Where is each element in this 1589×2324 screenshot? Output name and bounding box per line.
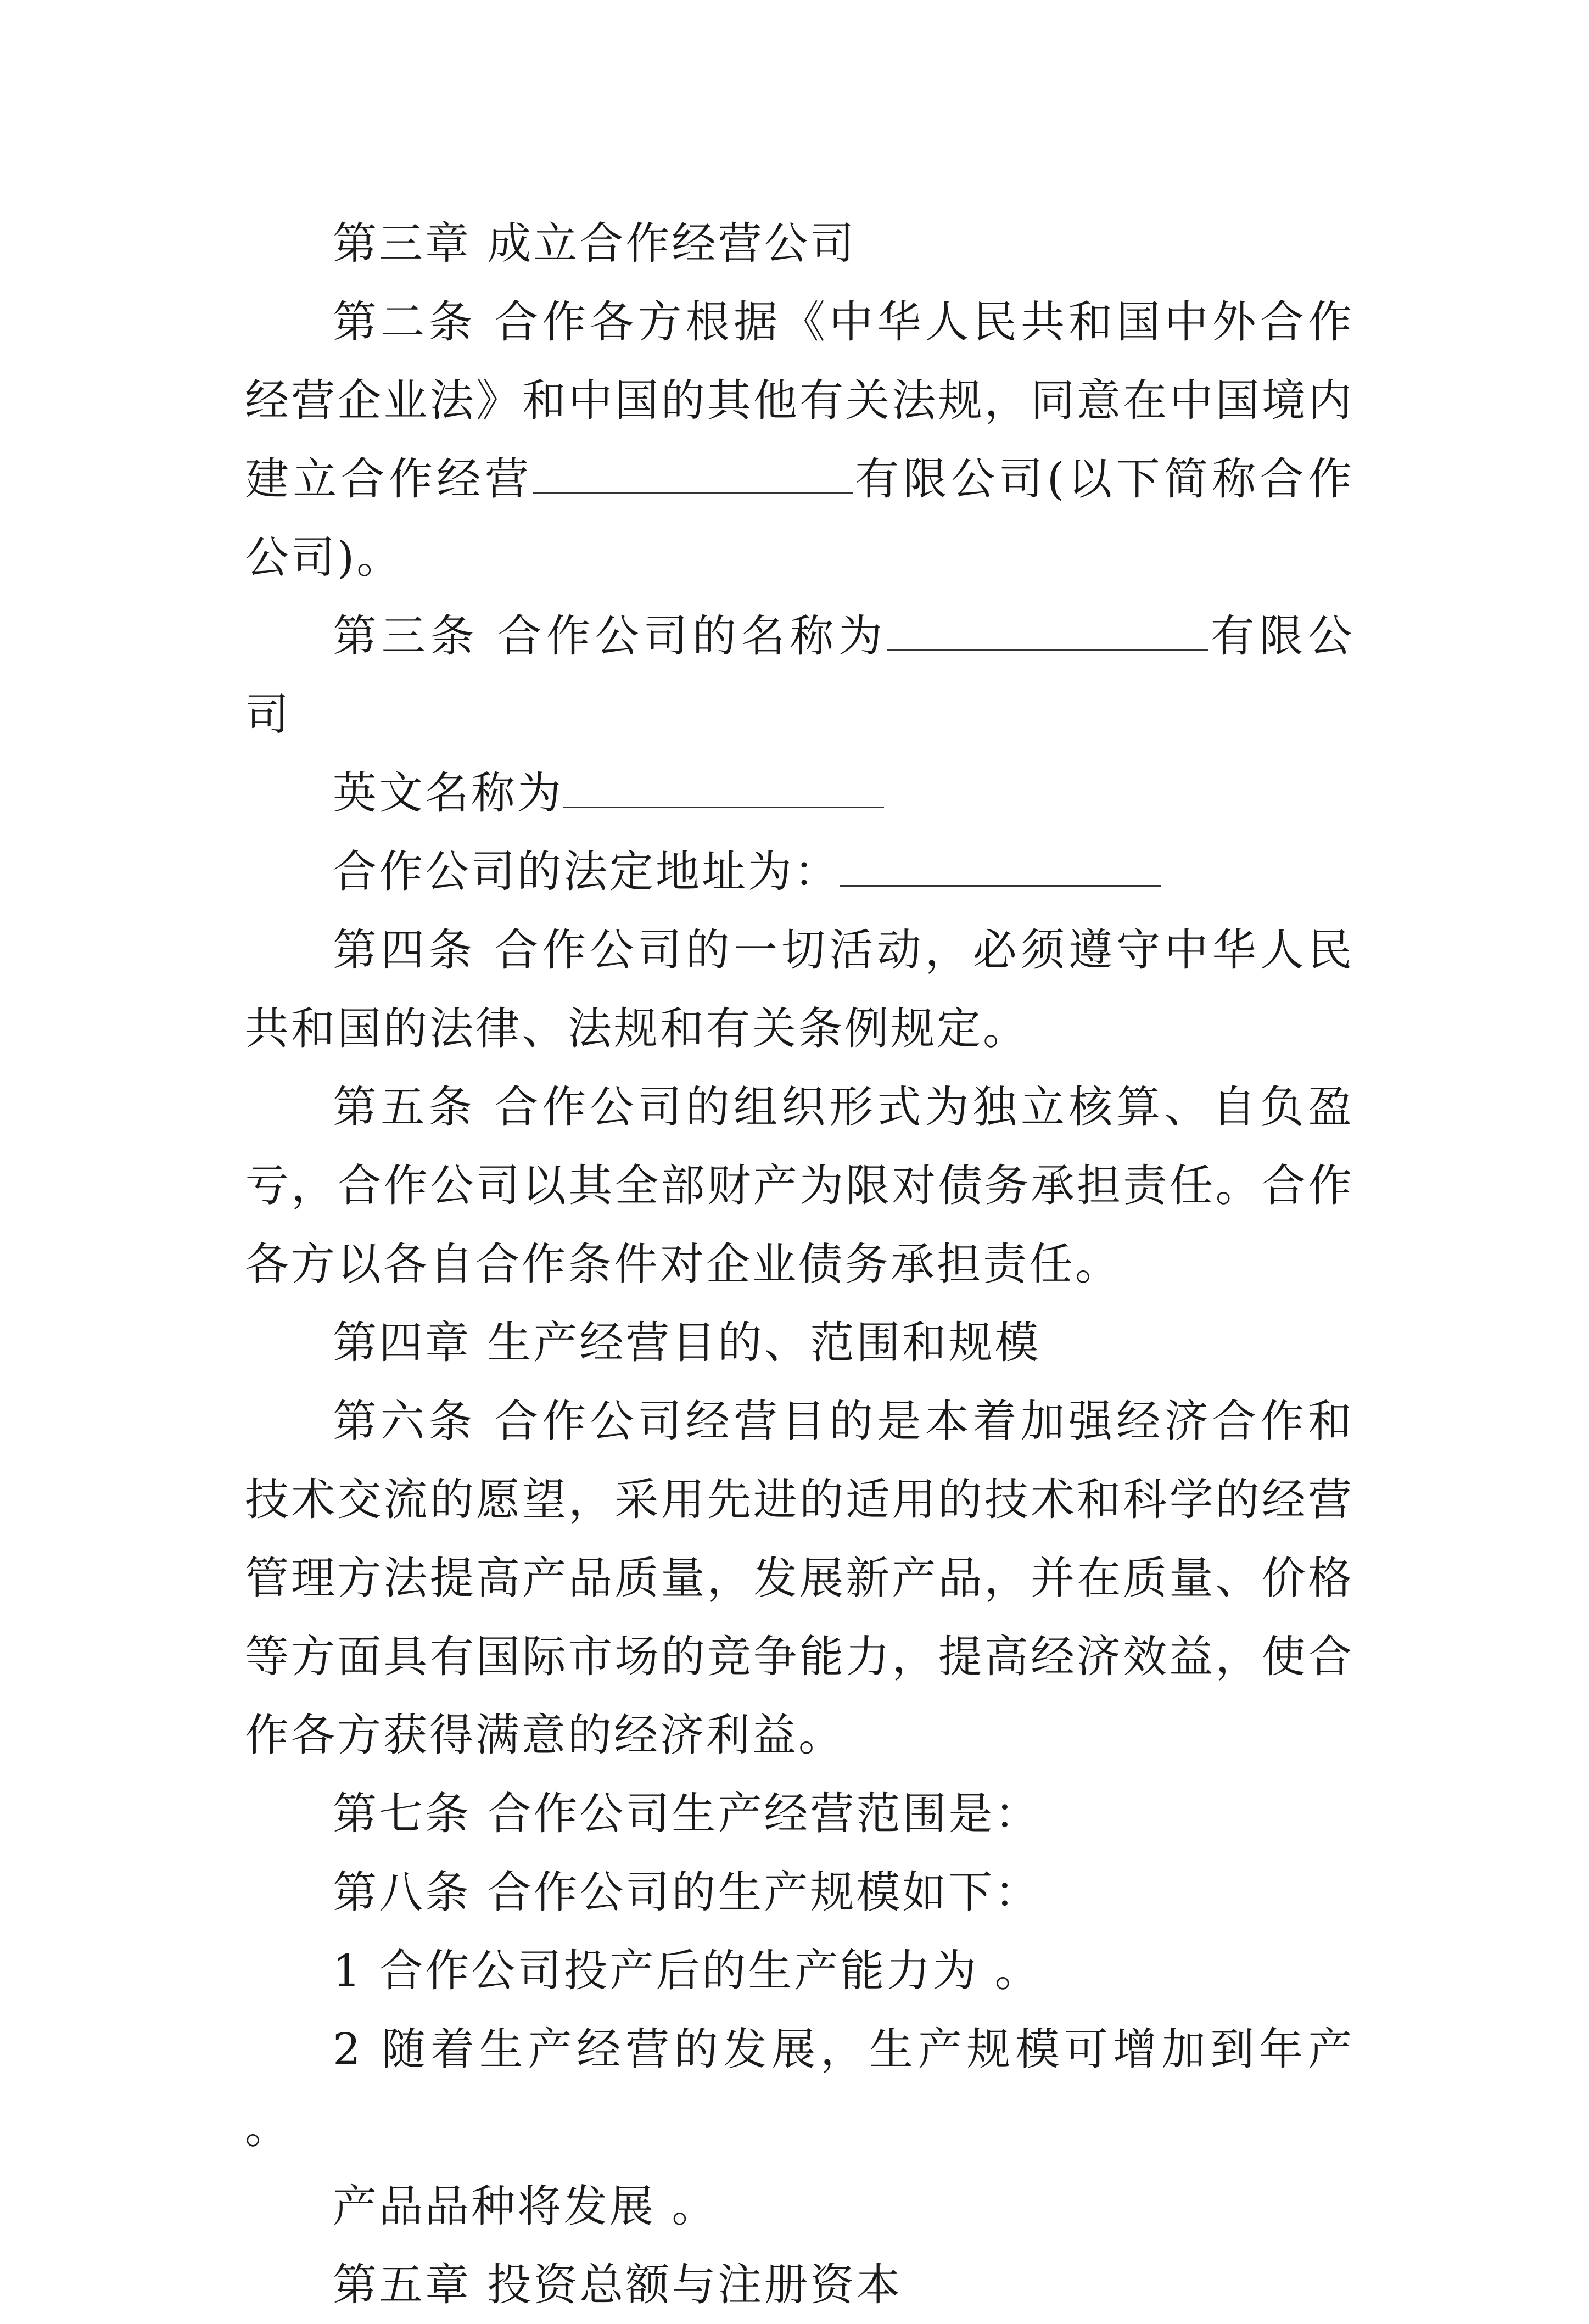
list-item-1: 1 合作公司投产后的生产能力为 。 [333, 1945, 1041, 1996]
article-3-text: 第三条 合作公司的名称为 [333, 611, 887, 662]
article-2-text-end: 有限公司(以下简称合作公司)。 [245, 453, 1354, 583]
company-name-blank [533, 457, 853, 494]
chapter-4-heading: 第四章 生产经营目的、范围和规模 [333, 1317, 1041, 1368]
english-name-label: 英文名称为 [333, 768, 563, 819]
legal-address-label: 合作公司的法定地址为： [333, 846, 840, 897]
list-item-2: 2 随着生产经营的发展，生产规模可增加到年产 。 [245, 2024, 1354, 2153]
document-body [245, 204, 1354, 2324]
article-8: 第八条 合作公司的生产规模如下： [333, 1867, 1041, 1918]
chapter-5-heading: 第五章 投资总额与注册资本 [333, 2259, 903, 2310]
english-name-blank [563, 771, 884, 808]
article-6: 第六条 合作公司经营目的是本着加强经济合作和技术交流的愿望，采用先进的适用的技术和科学的经营管理方法提高产品质量，发展新产品，并在质量、价格等方面具有国际市场的竞争能力，提高经济效益，使合作各方获得满意的经济利益。 [245, 1396, 1354, 1761]
article-3 [245, 597, 1354, 754]
legal-address-line [245, 832, 1354, 911]
product-varieties: 产品品种将发展 。 [333, 2181, 718, 2232]
article-5: 第五条 合作公司的组织形式为独立核算、自负盈亏，合作公司以其全部财产为限对债务承担责任。合作各方以各自合作条件对企业债务承担责任。 [245, 1082, 1354, 1290]
article-3-text-end: 有限公司 [245, 611, 1355, 740]
article-4: 第四条 合作公司的一切活动，必须遵守中华人民共和国的法律、法规和有关条例规定。 [245, 925, 1354, 1054]
article-2 [245, 283, 1354, 597]
english-name-line [245, 754, 1354, 832]
legal-address-blank [840, 850, 1161, 887]
chapter-3-heading: 第三章 成立合作经营公司 [333, 218, 857, 269]
article-2-text: 第二条 合作各方根据《中华人民共和国中外合作经营企业法》和中国的其他有关法规，同意在中国境内建立合作经营 [245, 296, 1354, 505]
article-7: 第七条 合作公司生产经营范围是： [333, 1788, 1041, 1839]
company-name-blank [887, 614, 1208, 651]
